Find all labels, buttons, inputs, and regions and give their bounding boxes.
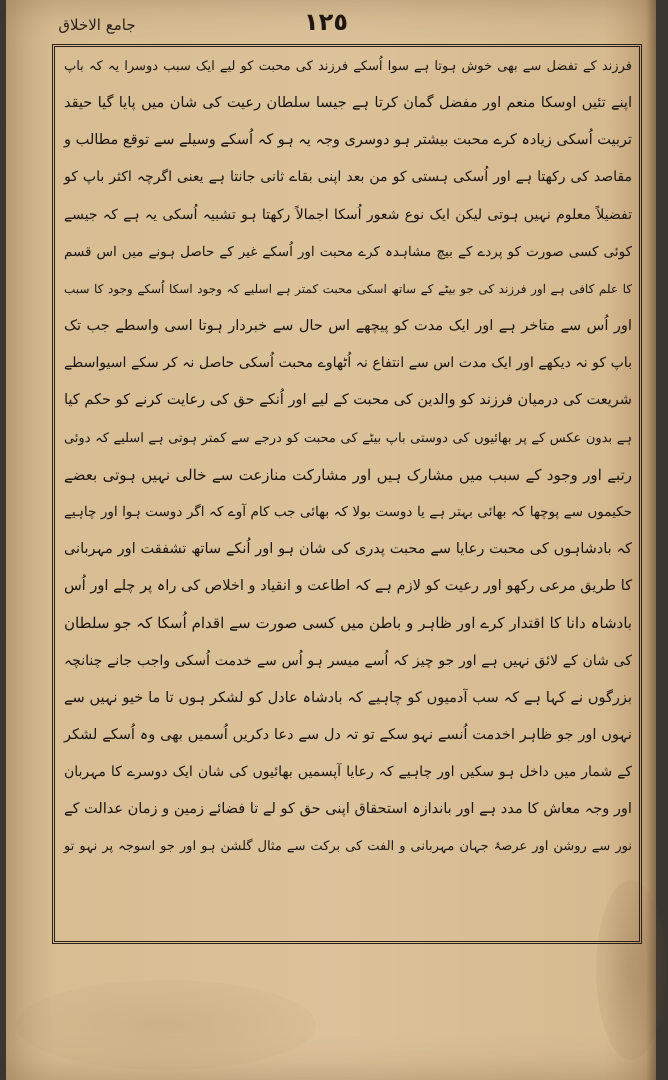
text-line: تفضیلاً معلوم نہیں ہوتی لیکن ایک نوع شعور اُسکا اجمالاً رکھتا ہو تشبیہ اُسکی یہ ہے کہ جیسے xyxy=(63,206,633,223)
text-line: اور اُس سے متاخر ہے اور ایک مدت کو پیچھے اس حال سے خبردار ہوتا اسی واسطے جب تک xyxy=(63,318,633,335)
text-line: بزرگوں نے کہا ہے کہ سب آدمیوں کو چاہیے کہ بادشاہ عادل کو لشکر ہوں تا ما خیو نہیں سے xyxy=(63,689,633,706)
text-line: اپنے تئیں اوسکا منعم اور مفضل گمان کرتا ہے جیسا سلطان رعیت کی شان میں پایا گیا حیقد xyxy=(63,95,633,112)
paper-stain xyxy=(16,980,316,1070)
text-line: کوئی کسی صورت کو پردے کے بیچ مشاہدہ کرے محبت اور اُسکے غیر کے حاصل ہونے میں اس قسم xyxy=(63,243,633,260)
text-line: ہے بدون عکس کے پر بھائیوں کی دوستی باپ بیٹے کی محبت کو درجے سے کمتر ہوتی ہے اسلیے کہ دوئی xyxy=(63,430,633,446)
text-line: کا علم کافی ہے اور فرزند کی جو بیٹے کے ساتھ اسکی محبت کمتر ہے اسلیے کہ وجود اسکا اُسکے وجود کا سبب xyxy=(63,281,633,296)
text-line: باپ کو نہ دیکھے اور ایک مدت اس سے انتفاع نہ اُٹھاوے محبت اُسکی حاصل نہ کر سکے اسیواسطے xyxy=(63,355,633,372)
text-line: کا طریق مرعی رکھو اور رعیت کو لازم ہے کہ اطاعت و انقیاد و اخلاص کی راہ پر چلے اور اُس xyxy=(63,578,633,595)
page-number: ١٢٥ xyxy=(304,8,348,36)
body-text-block xyxy=(58,48,638,940)
text-line: مقاصد کی رکھتا ہے اور اُسکی ہستی کو من بعد اپنی بقاے ثانی جانتا ہے یعنی اگرچہ اکثر باپ کو xyxy=(63,169,633,186)
text-line: رتبے اور وجود کے سبب میں مشارک ہیں اور مشارکت منازعت سے خالی نہیں ہوتی بعضے xyxy=(63,465,633,484)
text-line: تربیت اُسکی زیادہ کرے محبت بیشتر ہو دوسری وجہ یہ ہو کہ اُسکے وسیلے سے توقع مطالب و xyxy=(63,132,633,149)
text-line: کہ بادشاہوں کی محبت رعایا سے محبت پدری کی شان ہو اور اُنکے ساتھ تشفقت اور مہربانی xyxy=(63,541,633,558)
text-line: حکیموں سے پوچھا کہ بھائی بہتر ہے یا دوست بولا کہ بھائی جب کام آوے کہ اگر دوست ہوا اور چاہیے xyxy=(63,503,633,520)
text-line: فرزند کے تفضل سے بھی خوش ہوتا ہے سوا اُسکے فرزند کی محبت کو لیے ایک سبب دوسرا یہ کہ باپ xyxy=(63,59,633,74)
text-line: نور سے روشن اور عرصۂ جہان مہربانی و الفت کی برکت سے مثال گلشن ہو اور جو اسوجہ پر نہو تو xyxy=(63,839,633,855)
text-line: اور وجہ معاش کا مدد ہے اور باندازہ استحقاق اپنی حق کو لے تا فضائے زمین و زمان عدالت کے xyxy=(63,801,633,818)
text-line: بادشاہ دانا کا اقتدار کرے اور ظاہر و باطن میں کسی صورت سے اقدام اُسکا کہ جو سلطان xyxy=(63,614,633,633)
text-line: کے شمار میں داخل ہو سکیں اور چاہیے کہ رعایا آپسمیں بھائیوں کی شان ایک دوسرے کا مہربان xyxy=(63,763,633,780)
page-edge-shadow xyxy=(646,0,656,1080)
running-header-title: جامع الاخلاق xyxy=(58,16,136,34)
text-line: شریعت کی درمیان فرزند کو والدین کی محبت کے لیے اور اُنکے حق کی رعایت کرنے کو حکم کیا xyxy=(63,392,633,409)
text-line: نہوں اور جو ظاہر اخدمت اُنسے نہو سکے تو تہ دل سے دعا دکریں اُسمیں بھی وہ اُسکے لشکر xyxy=(63,726,633,743)
text-line: کی شان کے لائق نہیں ہے اور جو چیز کہ اُسے میسر ہو اُس سے خدمت اُسکی واجب جانے چنانچہ xyxy=(63,652,633,669)
